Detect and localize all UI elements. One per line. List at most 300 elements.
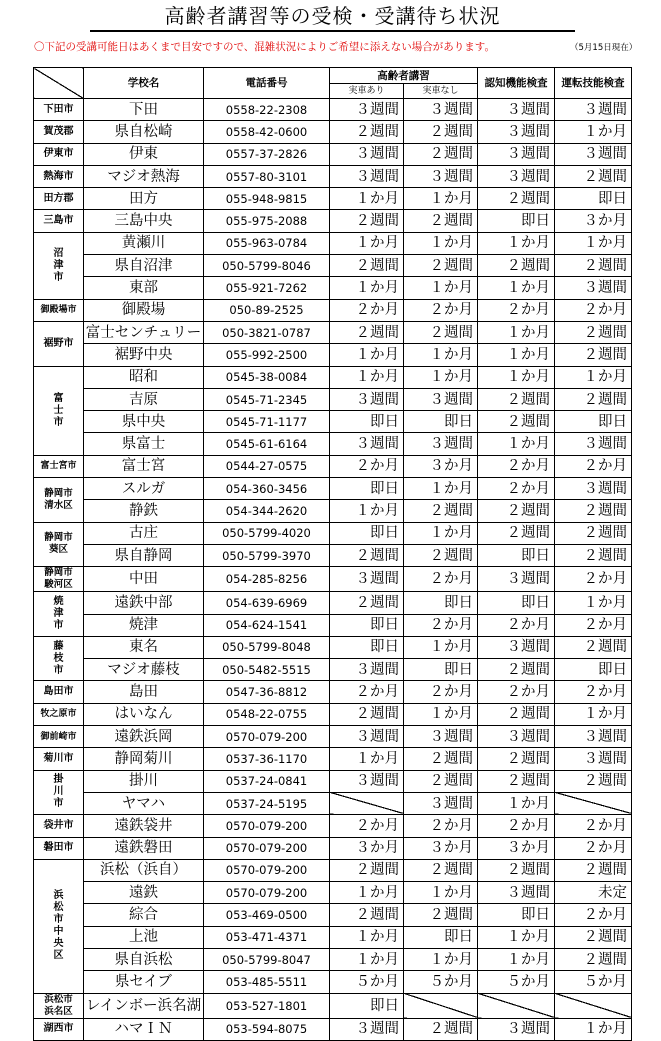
wait-driving: １か月 [555, 1018, 632, 1040]
phone-number: 0570-079-200 [204, 859, 330, 881]
wait-cognitive: ３週間 [478, 121, 555, 143]
city-cell [34, 210, 84, 232]
table-row [34, 1018, 632, 1040]
wait-cognitive: １か月 [478, 277, 555, 299]
wait-with-car: ２週間 [330, 255, 404, 277]
table-row [34, 165, 632, 187]
city-name: 牧之原市 [40, 709, 77, 720]
school-name: ハマＩＮ [84, 1018, 204, 1040]
not-available-cell [330, 792, 404, 814]
wait-driving: ３週間 [555, 143, 632, 165]
wait-without-car: １か月 [404, 277, 478, 299]
school-name: 富士宮 [84, 455, 204, 477]
wait-driving: 即日 [555, 188, 632, 210]
header-phone: 電話番号 [204, 68, 330, 99]
school-name: 田方 [84, 188, 204, 210]
school-name: 県中央 [84, 411, 204, 433]
wait-cognitive: １か月 [478, 321, 555, 343]
table-row [34, 948, 632, 970]
wait-driving: ２週間 [555, 321, 632, 343]
phone-number: 0537-36-1170 [204, 748, 330, 770]
phone-number: 055-963-0784 [204, 232, 330, 254]
wait-driving: ２週間 [555, 255, 632, 277]
wait-cognitive: ２か月 [478, 681, 555, 703]
school-name: 県セイブ [84, 971, 204, 993]
wait-driving: 未定 [555, 882, 632, 904]
wait-with-car: ３週間 [330, 388, 404, 410]
wait-with-car: １か月 [330, 277, 404, 299]
wait-driving: ２か月 [555, 567, 632, 592]
wait-with-car: ２か月 [330, 815, 404, 837]
city-name: 裾野市 [43, 337, 74, 349]
phone-number: 0545-38-0084 [204, 366, 330, 388]
wait-cognitive: １か月 [478, 232, 555, 254]
phone-number: 050-5799-8048 [204, 636, 330, 658]
city-cell [34, 567, 84, 592]
table-row [34, 681, 632, 703]
header-with-car: 実車あり [330, 84, 404, 99]
phone-number: 0545-71-1177 [204, 411, 330, 433]
wait-without-car: １か月 [404, 948, 478, 970]
school-name: 遠鉄 [84, 882, 204, 904]
school-name: 遠鉄磐田 [84, 837, 204, 859]
wait-driving: １か月 [555, 232, 632, 254]
wait-cognitive: ２か月 [478, 815, 555, 837]
wait-with-car: ３週間 [330, 726, 404, 748]
wait-with-car: ２週間 [330, 121, 404, 143]
wait-without-car: １か月 [404, 188, 478, 210]
city-name: 浜松市中央区 [53, 890, 64, 962]
wait-cognitive: １か月 [478, 433, 555, 455]
wait-without-car: ２か月 [404, 681, 478, 703]
wait-driving: ２か月 [555, 815, 632, 837]
table-row [34, 792, 632, 814]
city-cell [34, 321, 84, 366]
wait-cognitive: １か月 [478, 948, 555, 970]
school-name: 富士センチュリー [84, 321, 204, 343]
wait-driving: ２か月 [555, 681, 632, 703]
wait-without-car: １か月 [404, 366, 478, 388]
wait-driving: ２週間 [555, 500, 632, 522]
city-cell [34, 522, 84, 567]
school-name: スルガ [84, 478, 204, 500]
phone-number: 0545-71-2345 [204, 388, 330, 410]
table-row [34, 971, 632, 993]
wait-cognitive: ２週間 [478, 748, 555, 770]
wait-cognitive: ２週間 [478, 859, 555, 881]
wait-with-car: ２か月 [330, 681, 404, 703]
phone-number: 0557-80-3101 [204, 165, 330, 187]
wait-driving: １か月 [555, 592, 632, 614]
city-cell [34, 815, 84, 837]
phone-number: 055-921-7262 [204, 277, 330, 299]
phone-number: 054-344-2620 [204, 500, 330, 522]
wait-with-car: １か月 [330, 344, 404, 366]
phone-number: 050-5799-4020 [204, 522, 330, 544]
wait-driving: ２週間 [555, 544, 632, 566]
phone-number: 050-5799-8047 [204, 948, 330, 970]
phone-number: 0547-36-8812 [204, 681, 330, 703]
wait-driving: ２週間 [555, 948, 632, 970]
not-available-cell [478, 993, 555, 1018]
wait-without-car: １か月 [404, 478, 478, 500]
header-cognitive: 認知機能検査 [478, 68, 555, 99]
city-name: 御前崎市 [40, 731, 77, 742]
wait-driving: ２か月 [555, 299, 632, 321]
school-name: 綜合 [84, 904, 204, 926]
phone-number: 055-975-2088 [204, 210, 330, 232]
city-name: 田方郡 [43, 192, 74, 204]
wait-with-car: ５か月 [330, 971, 404, 993]
phone-number: 0557-37-2826 [204, 143, 330, 165]
school-name: 下田 [84, 99, 204, 121]
not-available-cell [555, 792, 632, 814]
school-name: 浜松（浜自） [84, 859, 204, 881]
phone-number: 0537-24-5195 [204, 792, 330, 814]
wait-cognitive: 即日 [478, 210, 555, 232]
city-cell [34, 726, 84, 748]
wait-with-car: 即日 [330, 614, 404, 636]
wait-without-car: ３週間 [404, 433, 478, 455]
city-name: 沼津市 [53, 247, 64, 283]
table-row [34, 121, 632, 143]
wait-driving: ３週間 [555, 433, 632, 455]
city-name: 島田市 [43, 686, 74, 698]
city-name: 掛川市 [53, 774, 64, 810]
wait-cognitive: ５か月 [478, 971, 555, 993]
table-row [34, 143, 632, 165]
wait-cognitive: ２週間 [478, 500, 555, 522]
phone-number: 0570-079-200 [204, 815, 330, 837]
school-name: 遠鉄中部 [84, 592, 204, 614]
phone-number: 0544-27-0575 [204, 455, 330, 477]
wait-driving: ２か月 [555, 614, 632, 636]
wait-with-car: １か月 [330, 232, 404, 254]
table-row [34, 232, 632, 254]
wait-cognitive: ３週間 [478, 567, 555, 592]
wait-without-car: ２か月 [404, 567, 478, 592]
phone-number: 054-624-1541 [204, 614, 330, 636]
wait-cognitive: ２週間 [478, 255, 555, 277]
school-name: マジオ熱海 [84, 165, 204, 187]
school-name: 県自沼津 [84, 255, 204, 277]
school-name: 伊東 [84, 143, 204, 165]
table-row [34, 614, 632, 636]
table-row [34, 926, 632, 948]
wait-without-car: ２か月 [404, 299, 478, 321]
table-row [34, 882, 632, 904]
table-row [34, 748, 632, 770]
wait-with-car: ３週間 [330, 567, 404, 592]
wait-driving: ２週間 [555, 926, 632, 948]
school-name: 東部 [84, 277, 204, 299]
school-name: ヤマハ [84, 792, 204, 814]
wait-without-car: ２週間 [404, 748, 478, 770]
wait-driving: ３週間 [555, 748, 632, 770]
table-row [34, 478, 632, 500]
table-row [34, 500, 632, 522]
table-row [34, 726, 632, 748]
table-row [34, 99, 632, 121]
table-row [34, 455, 632, 477]
wait-cognitive: ３か月 [478, 837, 555, 859]
wait-without-car: 即日 [404, 659, 478, 681]
wait-without-car: ２週間 [404, 859, 478, 881]
city-cell [34, 859, 84, 993]
wait-with-car: ３週間 [330, 433, 404, 455]
city-cell [34, 232, 84, 299]
wait-cognitive: １か月 [478, 344, 555, 366]
school-name: 静鉄 [84, 500, 204, 522]
wait-driving: ２か月 [555, 904, 632, 926]
phone-number: 050-5482-5515 [204, 659, 330, 681]
header-elderly: 高齢者講習 [330, 68, 478, 84]
wait-without-car: 即日 [404, 926, 478, 948]
wait-without-car: ３週間 [404, 99, 478, 121]
city-name: 焼津市 [53, 596, 64, 632]
header-school: 学校名 [84, 68, 204, 99]
wait-with-car: １か月 [330, 366, 404, 388]
table-row [34, 904, 632, 926]
wait-without-car: ２週間 [404, 544, 478, 566]
school-name: 上池 [84, 926, 204, 948]
wait-with-car: ２か月 [330, 299, 404, 321]
city-name: 静岡市 駿河区 [44, 567, 73, 591]
school-name: マジオ藤枝 [84, 659, 204, 681]
city-cell [34, 99, 84, 121]
table-row [34, 815, 632, 837]
school-name: 静岡菊川 [84, 748, 204, 770]
phone-number: 050-5799-8046 [204, 255, 330, 277]
wait-cognitive: 即日 [478, 544, 555, 566]
phone-number: 0570-079-200 [204, 726, 330, 748]
wait-with-car: 即日 [330, 478, 404, 500]
wait-driving: ２週間 [555, 770, 632, 792]
school-name: はいなん [84, 703, 204, 725]
wait-driving: １か月 [555, 366, 632, 388]
wait-without-car: １か月 [404, 882, 478, 904]
city-name: 藤枝市 [53, 640, 64, 676]
city-cell [34, 121, 84, 143]
wait-with-car: １か月 [330, 188, 404, 210]
wait-cognitive: ３週間 [478, 165, 555, 187]
page-title: 高齢者講習等の受検・受講待ち状況 [90, 2, 575, 32]
wait-driving: ２か月 [555, 455, 632, 477]
table-row [34, 770, 632, 792]
city-cell [34, 993, 84, 1018]
wait-driving: ２週間 [555, 165, 632, 187]
table-row [34, 255, 632, 277]
wait-driving: ２週間 [555, 522, 632, 544]
wait-with-car: ２週間 [330, 544, 404, 566]
city-cell [34, 592, 84, 637]
wait-without-car: １か月 [404, 703, 478, 725]
header-corner [34, 68, 84, 99]
city-name: 三島市 [43, 215, 74, 227]
wait-with-car: １か月 [330, 748, 404, 770]
wait-cognitive: ２週間 [478, 522, 555, 544]
wait-driving: ２週間 [555, 859, 632, 881]
wait-without-car: ５か月 [404, 971, 478, 993]
wait-with-car: ３週間 [330, 165, 404, 187]
phone-number: 0537-24-0841 [204, 770, 330, 792]
city-name: 磐田市 [43, 842, 74, 854]
wait-cognitive: １か月 [478, 926, 555, 948]
city-name: 熱海市 [43, 170, 74, 182]
phone-number: 050-89-2525 [204, 299, 330, 321]
phone-number: 0548-22-0755 [204, 703, 330, 725]
school-name: 中田 [84, 567, 204, 592]
wait-driving: ３か月 [555, 210, 632, 232]
table-row [34, 567, 632, 592]
school-name: 島田 [84, 681, 204, 703]
city-name: 御殿場市 [40, 305, 77, 316]
wait-without-car: １か月 [404, 232, 478, 254]
wait-driving: ５か月 [555, 971, 632, 993]
phone-number: 053-485-5511 [204, 971, 330, 993]
wait-driving: １か月 [555, 703, 632, 725]
wait-with-car: １か月 [330, 926, 404, 948]
wait-cognitive: ３週間 [478, 143, 555, 165]
city-cell [34, 837, 84, 859]
school-name: 県自静岡 [84, 544, 204, 566]
school-name: 県自松崎 [84, 121, 204, 143]
wait-driving: 即日 [555, 659, 632, 681]
waiting-status-table [33, 67, 632, 1041]
wait-with-car: ３週間 [330, 770, 404, 792]
wait-without-car: ２週間 [404, 255, 478, 277]
wait-with-car: 即日 [330, 993, 404, 1018]
wait-without-car: ２週間 [404, 321, 478, 343]
table-row [34, 703, 632, 725]
wait-cognitive: １か月 [478, 792, 555, 814]
phone-number: 053-469-0500 [204, 904, 330, 926]
table-row [34, 411, 632, 433]
as-of-date: （5月15日現在） [570, 43, 638, 53]
table-row [34, 659, 632, 681]
city-cell [34, 748, 84, 770]
wait-with-car: ２週間 [330, 210, 404, 232]
wait-without-car: １か月 [404, 522, 478, 544]
wait-with-car: ３週間 [330, 1018, 404, 1040]
table-row [34, 522, 632, 544]
city-name: 賀茂郡 [43, 125, 74, 137]
wait-cognitive: ２週間 [478, 703, 555, 725]
wait-without-car: ３週間 [404, 165, 478, 187]
table-row [34, 277, 632, 299]
table-body [34, 99, 632, 1041]
wait-without-car: ３週間 [404, 792, 478, 814]
wait-without-car: ３か月 [404, 837, 478, 859]
phone-number: 0558-22-2308 [204, 99, 330, 121]
wait-without-car: ２か月 [404, 815, 478, 837]
header-driving: 運転技能検査 [555, 68, 632, 99]
wait-without-car: ２週間 [404, 210, 478, 232]
wait-driving: ２週間 [555, 344, 632, 366]
phone-number: 050-5799-3970 [204, 544, 330, 566]
wait-with-car: ３週間 [330, 659, 404, 681]
city-cell [34, 366, 84, 455]
wait-cognitive: ３週間 [478, 726, 555, 748]
wait-cognitive: ２週間 [478, 411, 555, 433]
notice-text: 〇下記の受講可能日はあくまで目安ですので、混雑状況によりご希望に添えない場合があります。 [34, 41, 495, 53]
wait-cognitive: ２週間 [478, 388, 555, 410]
wait-without-car: ２週間 [404, 121, 478, 143]
wait-with-car: １か月 [330, 882, 404, 904]
wait-driving: ３週間 [555, 277, 632, 299]
wait-with-car: ２週間 [330, 904, 404, 926]
wait-without-car: ３週間 [404, 726, 478, 748]
wait-cognitive: ２週間 [478, 188, 555, 210]
city-cell [34, 299, 84, 321]
table-row [34, 636, 632, 658]
school-name: 県富士 [84, 433, 204, 455]
wait-cognitive: 即日 [478, 904, 555, 926]
not-available-cell [404, 993, 478, 1018]
city-cell [34, 165, 84, 187]
wait-with-car: 即日 [330, 636, 404, 658]
wait-without-car: 即日 [404, 592, 478, 614]
city-name: 菊川市 [43, 752, 74, 764]
wait-cognitive: ３週間 [478, 1018, 555, 1040]
city-name: 下田市 [43, 103, 74, 115]
wait-with-car: ２か月 [330, 455, 404, 477]
school-name: 御殿場 [84, 299, 204, 321]
city-name: 富士市 [53, 392, 64, 428]
table-row [34, 366, 632, 388]
wait-with-car: １か月 [330, 500, 404, 522]
wait-without-car: ３週間 [404, 388, 478, 410]
phone-number: 054-360-3456 [204, 478, 330, 500]
phone-number: 054-639-6969 [204, 592, 330, 614]
city-name: 静岡市 葵区 [44, 532, 73, 556]
wait-driving: １か月 [555, 121, 632, 143]
wait-without-car: ２週間 [404, 770, 478, 792]
wait-without-car: ３か月 [404, 455, 478, 477]
school-name: 遠鉄浜岡 [84, 726, 204, 748]
school-name: 掛川 [84, 770, 204, 792]
table-row [34, 388, 632, 410]
wait-with-car: 即日 [330, 522, 404, 544]
wait-with-car: ２週間 [330, 703, 404, 725]
school-name: レインボー浜名湖 [84, 993, 204, 1018]
wait-with-car: ２週間 [330, 859, 404, 881]
wait-with-car: ３週間 [330, 99, 404, 121]
phone-number: 0570-079-200 [204, 837, 330, 859]
wait-without-car: 即日 [404, 411, 478, 433]
wait-with-car: １か月 [330, 948, 404, 970]
table-row [34, 344, 632, 366]
wait-cognitive: ３週間 [478, 99, 555, 121]
phone-number: 0545-61-6164 [204, 433, 330, 455]
school-name: 焼津 [84, 614, 204, 636]
table-row [34, 299, 632, 321]
wait-cognitive: ２週間 [478, 770, 555, 792]
school-name: 県自浜松 [84, 948, 204, 970]
phone-number: 0558-42-0600 [204, 121, 330, 143]
city-cell [34, 478, 84, 523]
school-name: 裾野中央 [84, 344, 204, 366]
school-name: 昭和 [84, 366, 204, 388]
wait-cognitive: ２週間 [478, 659, 555, 681]
wait-with-car: 即日 [330, 411, 404, 433]
phone-number: 055-992-2500 [204, 344, 330, 366]
wait-with-car: ３か月 [330, 837, 404, 859]
wait-driving: ３週間 [555, 478, 632, 500]
wait-driving: ３週間 [555, 99, 632, 121]
wait-cognitive: 即日 [478, 592, 555, 614]
school-name: 吉原 [84, 388, 204, 410]
